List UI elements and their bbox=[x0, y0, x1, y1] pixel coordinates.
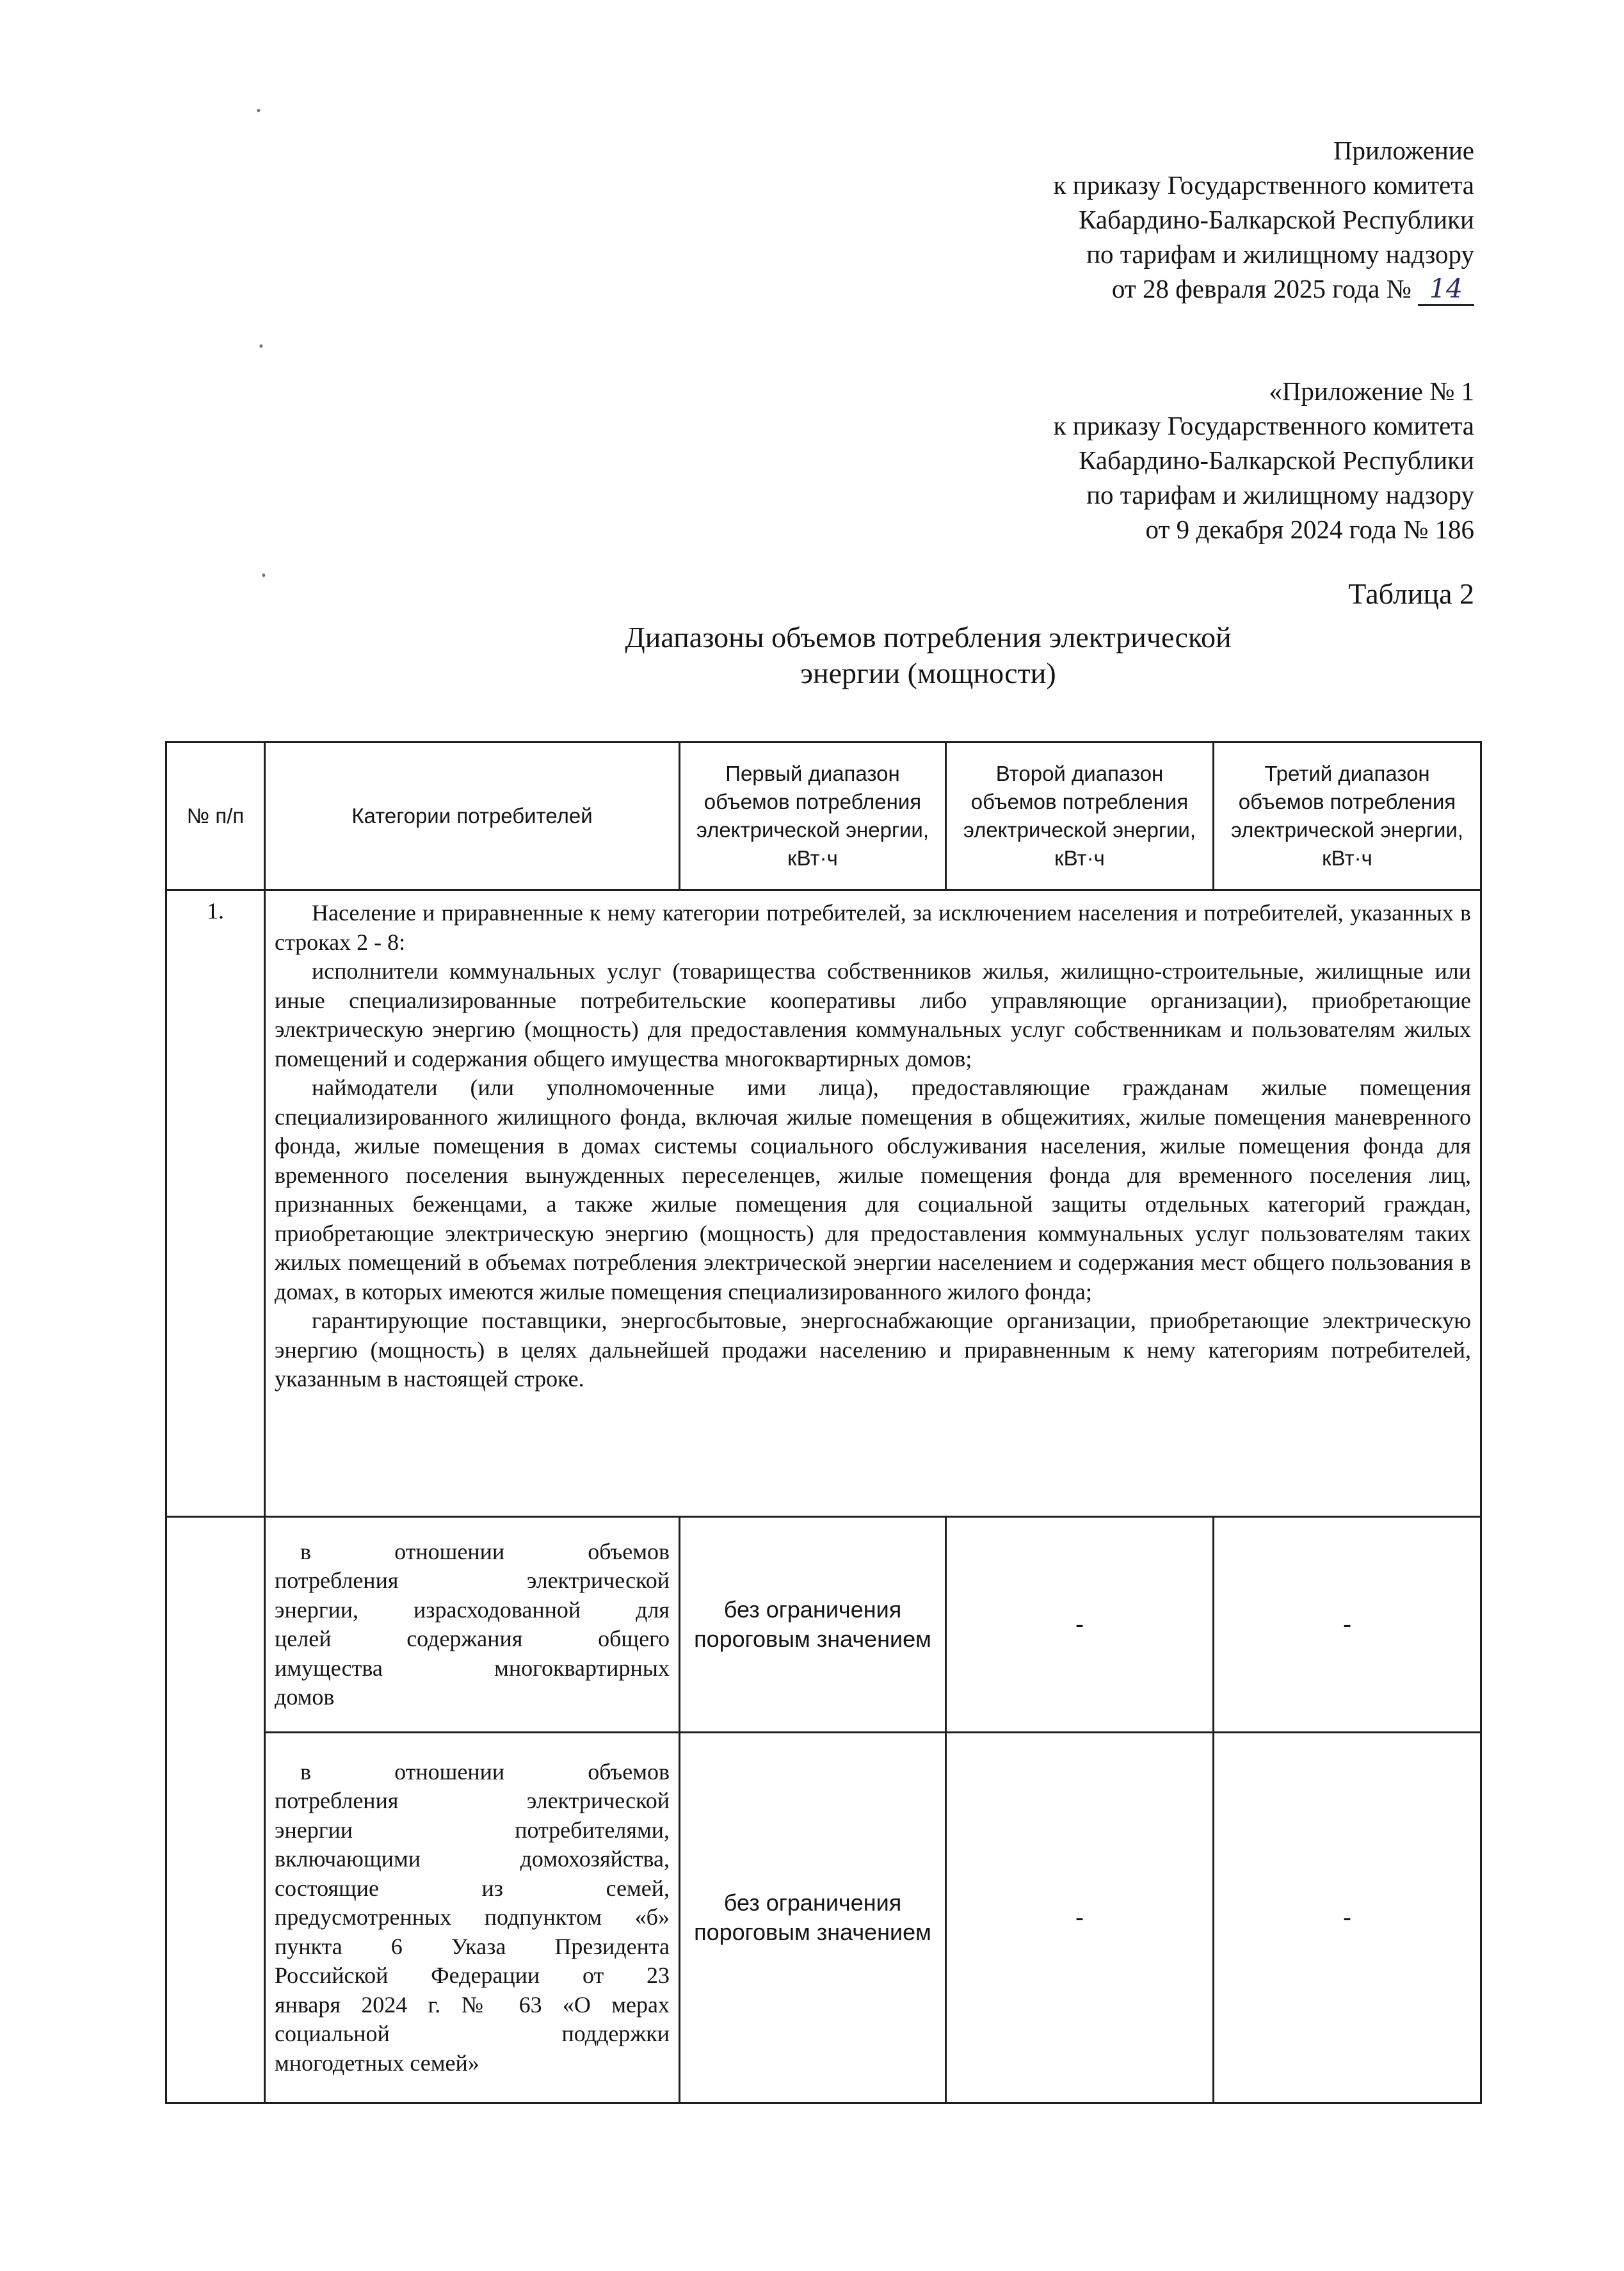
appendix-title: «Приложение № 1 bbox=[1269, 376, 1474, 406]
first-range-value: без ограничения пороговым значением bbox=[680, 1733, 946, 2103]
appendix-line: к приказу Государственного комитета bbox=[1053, 170, 1474, 200]
scan-speck: • bbox=[256, 102, 261, 118]
description-paragraph: гарантирующие поставщики, энергосбытовые, энергоснабжающие организации, приобретающие электрическую энергию (мощность) в целях дальнейшей продажи населению и приравненным к нему категориям потребителей, указанным в настоящей строке. bbox=[275, 1308, 1471, 1392]
scan-speck: • bbox=[261, 567, 266, 583]
header-first-range: Первый диапазон объемов потребления электрической энергии, кВт·ч bbox=[680, 742, 946, 890]
appendix-header bbox=[1054, 133, 1474, 306]
appendix-line: к приказу Государственного комитета bbox=[1053, 411, 1474, 440]
title-line-2: энергии (мощности) bbox=[800, 657, 1056, 689]
appendix-date-line bbox=[1054, 271, 1474, 306]
table-subrow bbox=[166, 1733, 1481, 2103]
table-header-row bbox=[166, 742, 1481, 890]
description-paragraph: исполнители коммунальных услуг (товарищества собственников жилья, жилищно-строительные, жилищные или иные специализированные потребительские кооперативы либо управляющие организации), приобретающие электрическую энергию (мощность) для предоставления коммунальных услуг собственникам и пользователям жилых помещений и содержания общего имущества многоквартирных домов; bbox=[275, 958, 1471, 1071]
consumption-ranges-table bbox=[165, 741, 1482, 2104]
appendix-line: по тарифам и жилищному надзору bbox=[1086, 480, 1474, 510]
document-title bbox=[448, 620, 1408, 691]
third-range-value: - bbox=[1214, 1517, 1481, 1733]
table-subrow bbox=[166, 1517, 1481, 1733]
header-third-range: Третий диапазон объемов потребления электрической энергии, кВт·ч bbox=[1214, 742, 1481, 890]
row-description bbox=[265, 890, 1481, 1517]
subrow-description: в отношении объемов потребления электрической энергии, израсходованной для целей содержания общего имущества многоквартирных домов bbox=[265, 1517, 680, 1733]
appendix-date-line: от 9 декабря 2024 года № 186 bbox=[1145, 515, 1474, 544]
appendix-line: Кабардино-Балкарской Республики bbox=[1079, 445, 1474, 475]
appendix-title: Приложение bbox=[1333, 136, 1474, 165]
row-number-continued bbox=[166, 1517, 265, 2103]
scan-speck: • bbox=[259, 338, 264, 354]
appendix-line: Кабардино-Балкарской Республики bbox=[1079, 205, 1474, 234]
original-appendix-header bbox=[1054, 374, 1474, 547]
header-categories: Категории потребителей bbox=[265, 742, 680, 890]
description-paragraph: наймодатели (или уполномоченные ими лица), предоставляющие гражданам жилые помещения специализированного жилищного фонда, включая жилые помещения в общежитиях, жилые помещения маневренного фонда, жилые помещения в домах системы социального обслуживания населения, жилые помещения фонда для временного поселения вынужденных переселенцев, жилые помещения фонда для временного поселения лиц, признанных беженцами, а также жилые помещения для социальной защиты отдельных категорий граждан, приобретающие электрическую энергию (мощность) для предоставления коммунальных услуг пользователям таких жилых помещений в объемах потребления электрической энергии населением и содержания мест общего пользования в домах, в которых имеются жилые помещения специализированного жилого фонда; bbox=[275, 1075, 1471, 1304]
third-range-value: - bbox=[1214, 1733, 1481, 2103]
description-paragraph: Население и приравненные к нему категории потребителей, за исключением населения и потребителей, указанных в строках 2 - 8: bbox=[275, 900, 1471, 955]
row-number: 1. bbox=[166, 890, 265, 1517]
second-range-value: - bbox=[946, 1517, 1214, 1733]
table-row bbox=[166, 890, 1481, 1517]
subrow-description: в отношении объемов потребления электрической энергии потребителями, включающими домохозяйства, состоящие из семей, предусмотренных подпунктом «б» пункта 6 Указа Президента Российской Федерации от 23 января 2024 г. № 63 «О мерах социальной поддержки многодетных семей» bbox=[265, 1733, 680, 2103]
second-range-value: - bbox=[946, 1733, 1214, 2103]
appendix-date: от 28 февраля 2025 года № bbox=[1111, 274, 1411, 303]
header-number: № п/п bbox=[166, 742, 265, 890]
title-line-1: Диапазоны объемов потребления электрической bbox=[625, 621, 1232, 654]
table-label: Таблица 2 bbox=[1348, 577, 1474, 610]
header-second-range: Второй диапазон объемов потребления электрической энергии, кВт·ч bbox=[946, 742, 1214, 890]
appendix-line: по тарифам и жилищному надзору bbox=[1086, 239, 1474, 269]
handwritten-order-number: 14 bbox=[1418, 273, 1474, 306]
first-range-value: без ограничения пороговым значением bbox=[680, 1517, 946, 1733]
